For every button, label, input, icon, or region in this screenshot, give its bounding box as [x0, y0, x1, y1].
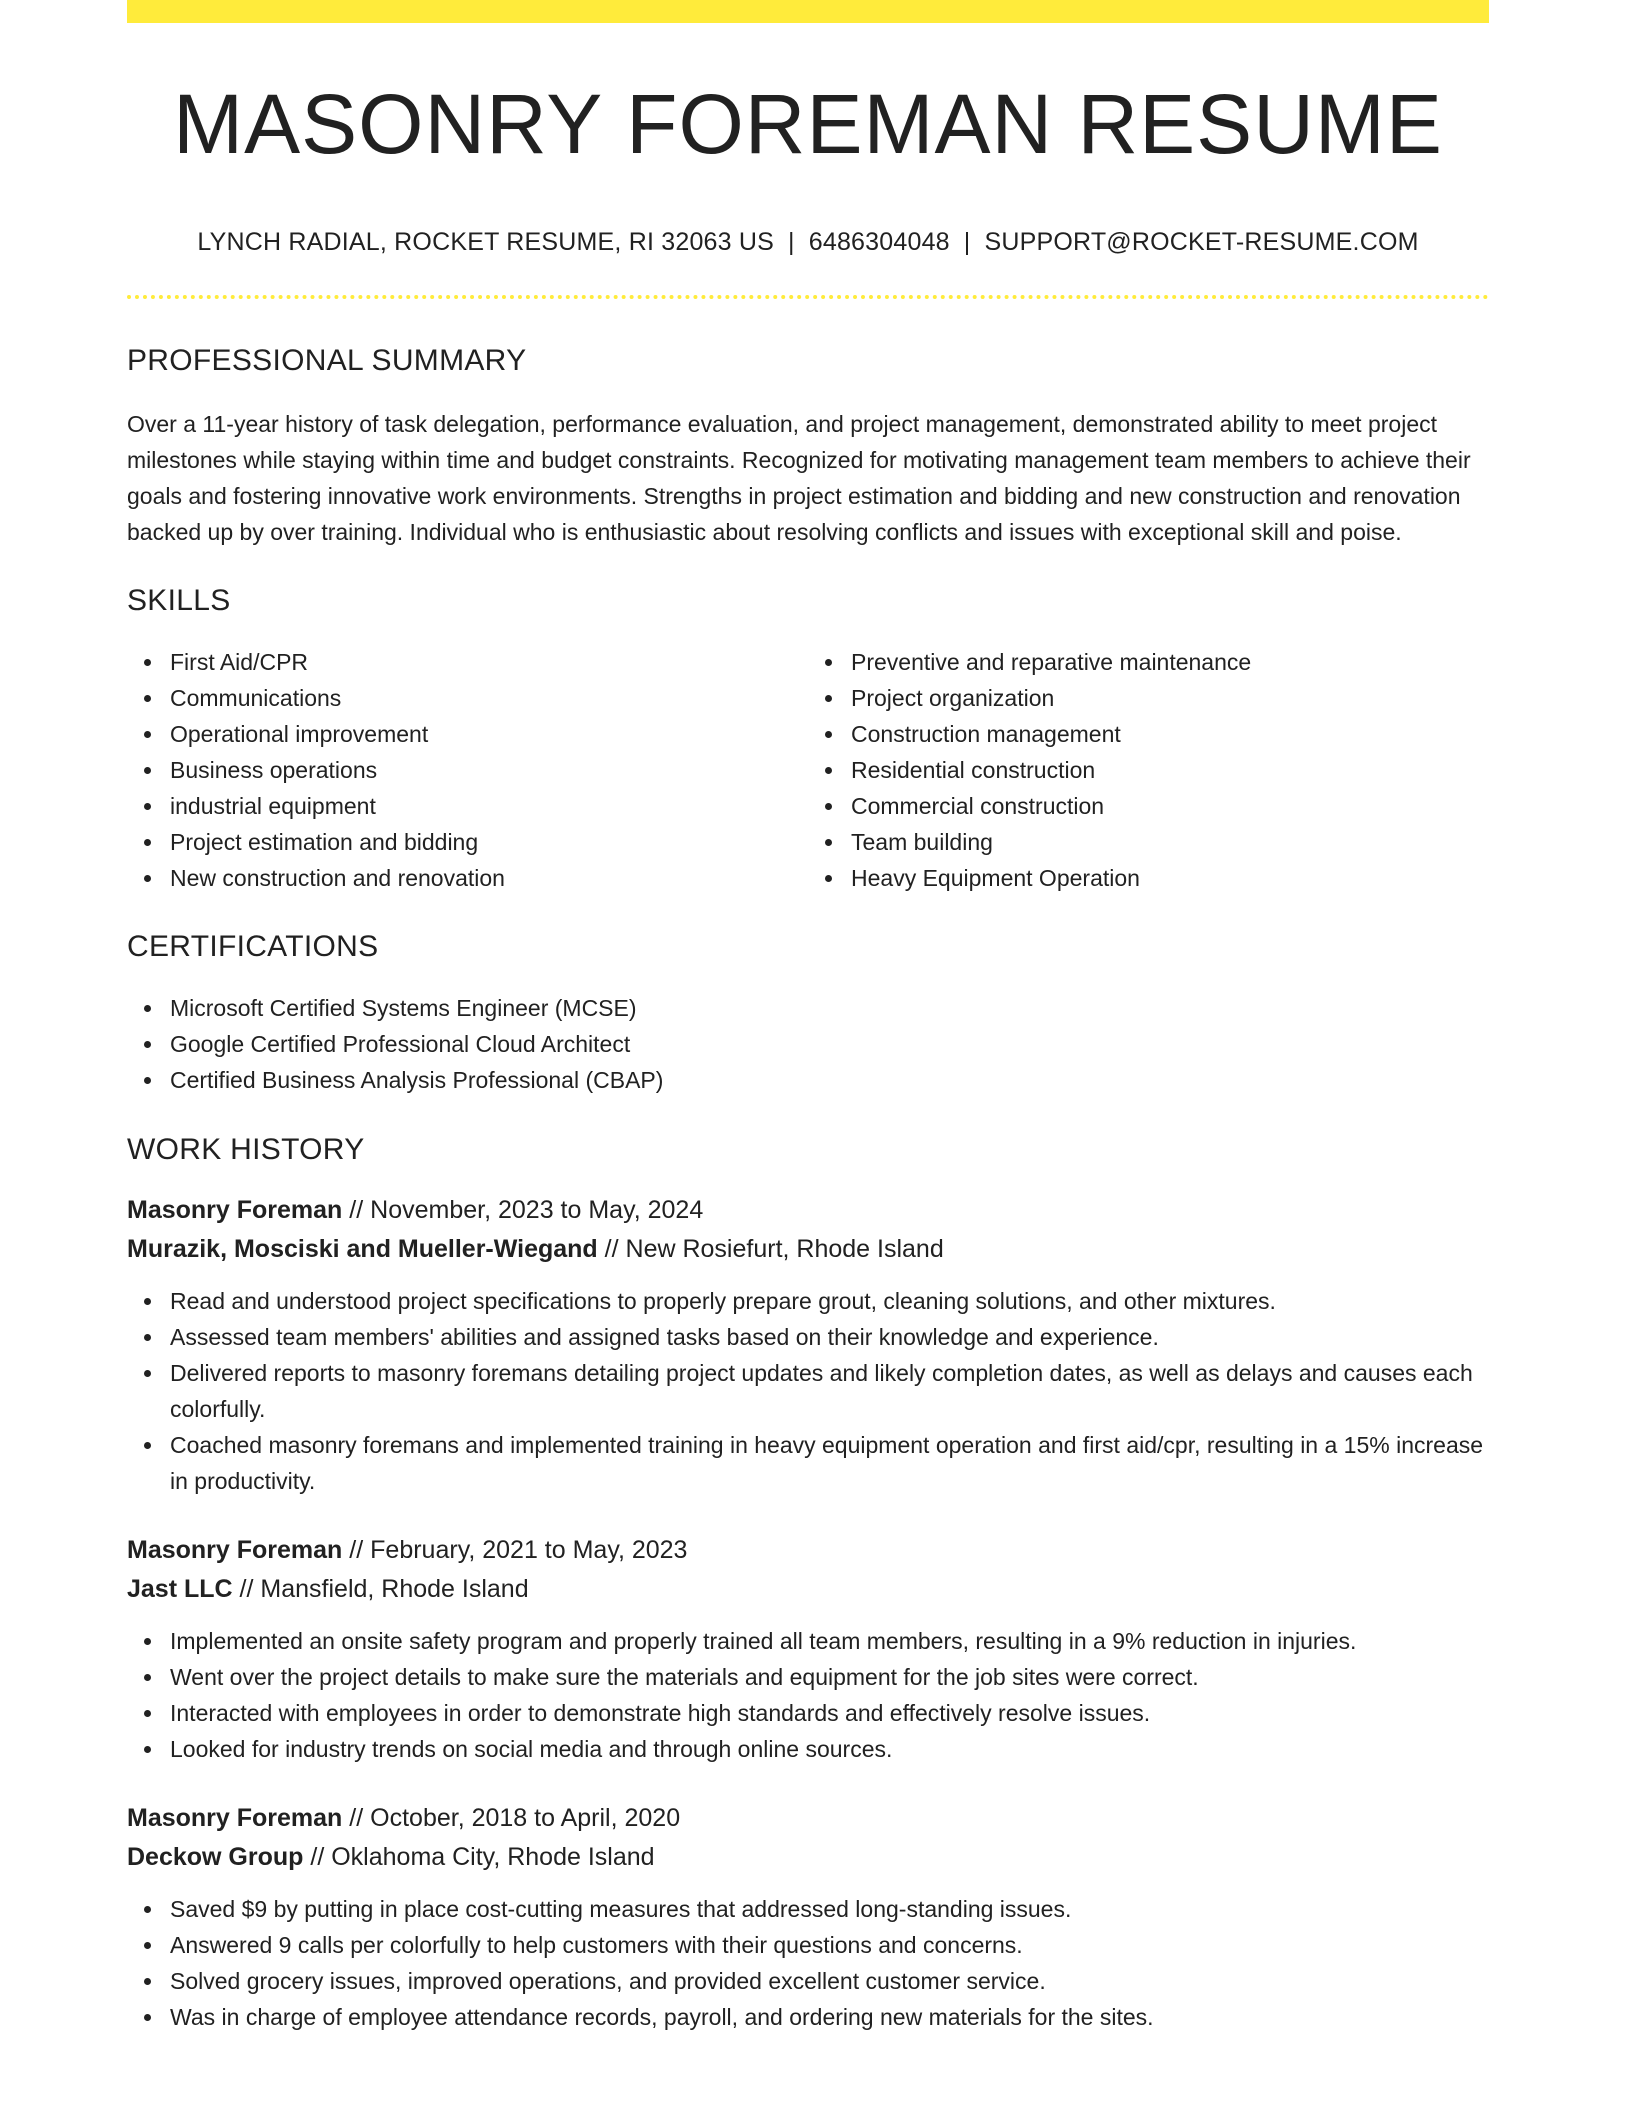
job-separator: // [239, 1575, 254, 1604]
job-company-line [127, 1230, 1489, 1269]
job-bullet: Interacted with employees in order to demonstrate high standards and effectively resolve issues. [170, 1695, 1489, 1731]
contact-info [127, 228, 1489, 257]
skill-item: industrial equipment [170, 788, 808, 824]
job-location: Oklahoma City, Rhode Island [331, 1843, 655, 1872]
job-entry [127, 1191, 1489, 1499]
job-title: Masonry Foreman [127, 1804, 343, 1833]
job-separator: // [310, 1843, 325, 1872]
job-bullet: Coached masonry foremans and implemented training in heavy equipment operation and first aid/cpr, resulting in a 15% increase in productivity. [170, 1427, 1489, 1499]
work-history-heading: WORK HISTORY [127, 1133, 365, 1167]
job-bullet-list [127, 1623, 1489, 1767]
resume-page [127, 0, 1489, 2035]
job-title-line [127, 1191, 1489, 1230]
job-bullet: Assessed team members' abilities and assigned tasks based on their knowledge and experience. [170, 1319, 1489, 1355]
summary-text: Over a 11-year history of task delegation, performance evaluation, and project management, demonstrated ability to meet project milestones while staying within time and budget constraints. Recognized for motivating management team members to achieve their goals and fostering innovative work environments. Strengths in project estimation and bidding and new construction and renovation backed up by over training. Individual who is enthusiastic about resolving conflicts and issues with exceptional skill and poise. [127, 411, 1471, 546]
certification-item: Microsoft Certified Systems Engineer (MCSE) [170, 990, 1489, 1026]
job-dates: November, 2023 to May, 2024 [370, 1196, 704, 1225]
contact-email: SUPPORT@ROCKET-RESUME.COM [984, 228, 1419, 257]
job-company-line [127, 1838, 1489, 1877]
skills-column-left [127, 644, 808, 896]
job-dates: October, 2018 to April, 2020 [370, 1804, 681, 1833]
skills-grid [127, 644, 1489, 896]
job-entry [127, 1799, 1489, 2035]
job-separator: // [349, 1536, 364, 1565]
skill-item: Communications [170, 680, 808, 716]
skill-item: First Aid/CPR [170, 644, 808, 680]
skill-item: Preventive and reparative maintenance [851, 644, 1489, 680]
job-bullet: Was in charge of employee attendance records, payroll, and ordering new materials for the sites. [170, 1999, 1489, 2035]
job-company: Deckow Group [127, 1843, 304, 1872]
top-accent-bar [127, 0, 1489, 23]
resume-title: MASONRY FOREMAN RESUME [173, 77, 1443, 171]
job-title-line [127, 1799, 1489, 1838]
job-bullet: Saved $9 by putting in place cost-cutting measures that addressed long-standing issues. [170, 1891, 1489, 1927]
skills-column-right [808, 644, 1489, 896]
job-bullet-list [127, 1891, 1489, 2035]
skill-item: Construction management [851, 716, 1489, 752]
job-bullet: Read and understood project specifications to properly prepare grout, cleaning solutions, and other mixtures. [170, 1283, 1489, 1319]
job-separator: // [604, 1235, 619, 1264]
job-bullet: Implemented an onsite safety program and properly trained all team members, resulting in a 9% reduction in injuries. [170, 1623, 1489, 1659]
skill-item: Residential construction [851, 752, 1489, 788]
job-company: Jast LLC [127, 1575, 233, 1604]
skill-item: Project organization [851, 680, 1489, 716]
job-separator: // [349, 1196, 364, 1225]
job-title: Masonry Foreman [127, 1536, 343, 1565]
certification-item: Certified Business Analysis Professional (CBAP) [170, 1062, 1489, 1098]
contact-separator: | [788, 228, 795, 257]
job-bullet: Answered 9 calls per colorfully to help customers with their questions and concerns. [170, 1927, 1489, 1963]
contact-separator: | [963, 228, 971, 257]
job-location: Mansfield, Rhode Island [260, 1575, 529, 1604]
contact-address: LYNCH RADIAL, ROCKET RESUME, RI 32063 US [197, 228, 775, 257]
certifications-list [127, 990, 1489, 1098]
job-entry [127, 1531, 1489, 1767]
skill-item: New construction and renovation [170, 860, 808, 896]
job-location: New Rosiefurt, Rhode Island [625, 1235, 944, 1264]
skill-item: Heavy Equipment Operation [851, 860, 1489, 896]
contact-phone: 6486304048 [808, 228, 950, 257]
skill-item: Project estimation and bidding [170, 824, 808, 860]
skills-heading: SKILLS [127, 584, 231, 618]
job-bullet: Delivered reports to masonry foremans detailing project updates and likely completion dates, as well as delays and causes each colorfully. [170, 1355, 1489, 1427]
certification-item: Google Certified Professional Cloud Architect [170, 1026, 1489, 1062]
header-divider [127, 295, 1489, 299]
job-bullet: Went over the project details to make sure the materials and equipment for the job sites were correct. [170, 1659, 1489, 1695]
job-bullet: Solved grocery issues, improved operations, and provided excellent customer service. [170, 1963, 1489, 1999]
job-bullet: Looked for industry trends on social media and through online sources. [170, 1731, 1489, 1767]
job-bullet-list [127, 1283, 1489, 1499]
skill-item: Business operations [170, 752, 808, 788]
skill-item: Team building [851, 824, 1489, 860]
job-company-line [127, 1570, 1489, 1609]
job-dates: February, 2021 to May, 2023 [370, 1536, 688, 1565]
skill-item: Commercial construction [851, 788, 1489, 824]
job-title: Masonry Foreman [127, 1196, 343, 1225]
skill-item: Operational improvement [170, 716, 808, 752]
summary-heading: PROFESSIONAL SUMMARY [127, 344, 527, 378]
job-title-line [127, 1531, 1489, 1570]
job-company: Murazik, Mosciski and Mueller-Wiegand [127, 1235, 598, 1264]
job-separator: // [349, 1804, 364, 1833]
certifications-heading: CERTIFICATIONS [127, 930, 379, 964]
